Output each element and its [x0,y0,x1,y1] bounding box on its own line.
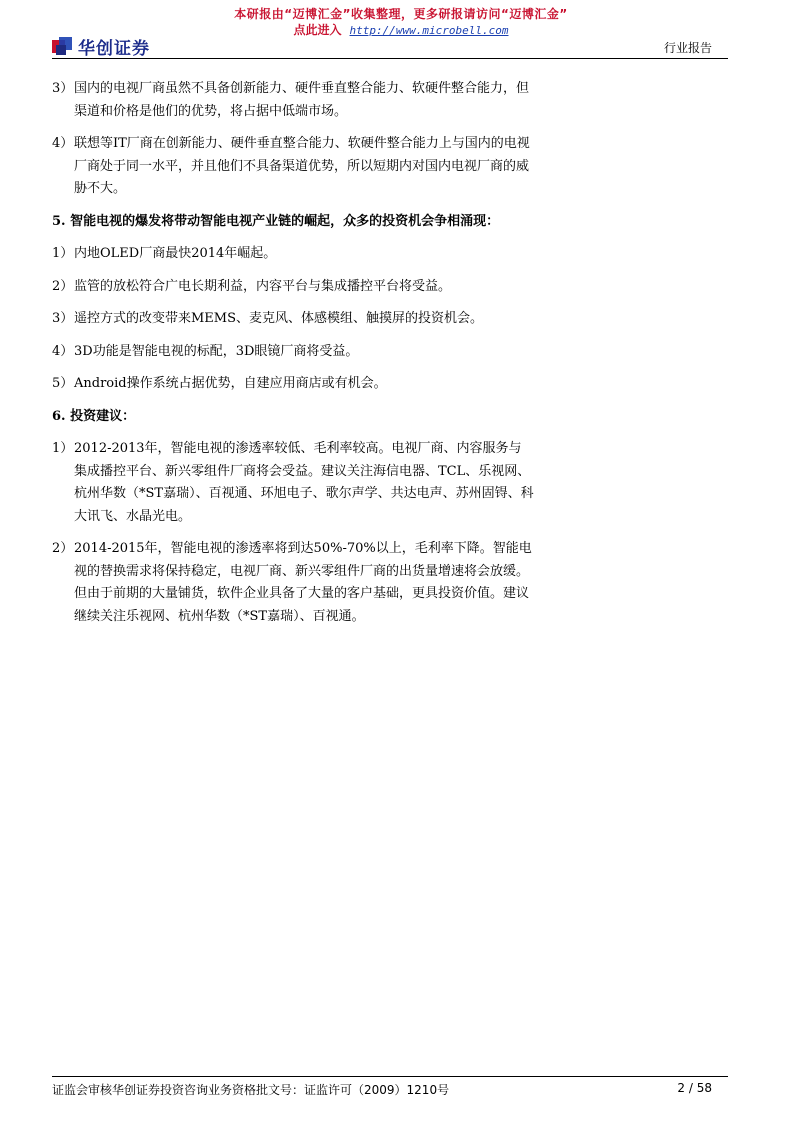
list-item [52,308,534,331]
list-item-text: 监管的放松符合广电长期利益，内容平台与集成播控平台将受益。 [74,278,452,294]
license-text: 证监会审核华创证券投资咨询业务资格批文号：证监许可（2009）1210号 [52,1083,450,1097]
list-item-text: 3D功能是智能电视的标配，3D眼镜厂商将受益。 [74,343,359,359]
page-footer [52,1076,728,1098]
list-item-number: 2） [52,278,74,294]
company-logo [52,34,150,59]
list-item-number: 1） [52,246,74,261]
logo-text: 华创证券 [78,39,150,59]
list-item [52,133,534,201]
list-item [52,341,534,364]
list-item-number: 2） [52,541,74,556]
page-header [52,34,728,59]
watermark-enter-label: 点此进入 [293,23,342,37]
list-item-number: 4） [52,343,74,359]
list-item-number: 3） [52,311,74,326]
logo-icon [52,37,74,57]
list-item [52,373,534,396]
list-item [52,276,534,299]
watermark-line: 本研报由“迈博汇金”收集整理，更多研报请访问“迈博汇金” [234,7,568,21]
list-item-text: 内地OLED厂商最快2014年崛起。 [74,246,277,261]
list-item-text: Android操作系统占据优势，自建应用商店或有机会。 [74,376,387,391]
section-heading-5: 5. 智能电视的爆发将带动智能电视产业链的崛起，众多的投资机会争相涌现： [52,213,500,229]
list-item-text: 国内的电视厂商虽然不具备创新能力、硬件垂直整合能力、软硬件整合能力，但渠道和价格是他们的优势，将占据中低端市场。 [74,81,530,119]
list-item [52,438,534,528]
list-item-text: 遥控方式的改变带来MEMS、麦克风、体感模组、触摸屏的投资机会。 [74,311,484,326]
list-item-text: 2014-2015年，智能电视的渗透率将到达50%-70%以上，毛利率下降。智能电视的替换需求将保持稳定，电视厂商、新兴零组件厂商的出货量增速将会放缓。但由于前期的大量铺货，软件企业具备了大量的客户基础，更具投资价值。建议继续关注乐视网、杭州华数（*ST嘉瑞）、百视通。 [74,541,532,624]
list-item-number: 5） [52,376,74,391]
document-body [52,78,534,638]
watermark-url-link[interactable]: http://www.microbell.com [349,24,509,37]
list-item-text: 2012-2013年，智能电视的渗透率较低、毛利率较高。电视厂商、内容服务与集成播控平台、新兴零组件厂商将会受益。建议关注海信电器、TCL、乐视网、杭州华数（*ST嘉瑞）、百视通、环旭电子、歌尔声学、共达电声、苏州固锝、科大讯飞、水晶光电。 [74,441,534,524]
list-item-number: 3） [52,81,74,96]
list-item [52,538,534,628]
list-item-number: 1） [52,441,74,456]
list-item [52,78,534,123]
page-number: 2 / 58 [677,1081,712,1095]
report-type-label: 行业报告 [663,41,712,55]
list-item [52,243,534,266]
list-item-text: 联想等IT厂商在创新能力、硬件垂直整合能力、软硬件整合能力上与国内的电视厂商处于同一水平，并且他们不具备渠道优势，所以短期内对国内电视厂商的威胁不大。 [74,136,530,196]
list-item-number: 4） [52,136,74,151]
section-heading-6: 6. 投资建议： [52,408,136,424]
